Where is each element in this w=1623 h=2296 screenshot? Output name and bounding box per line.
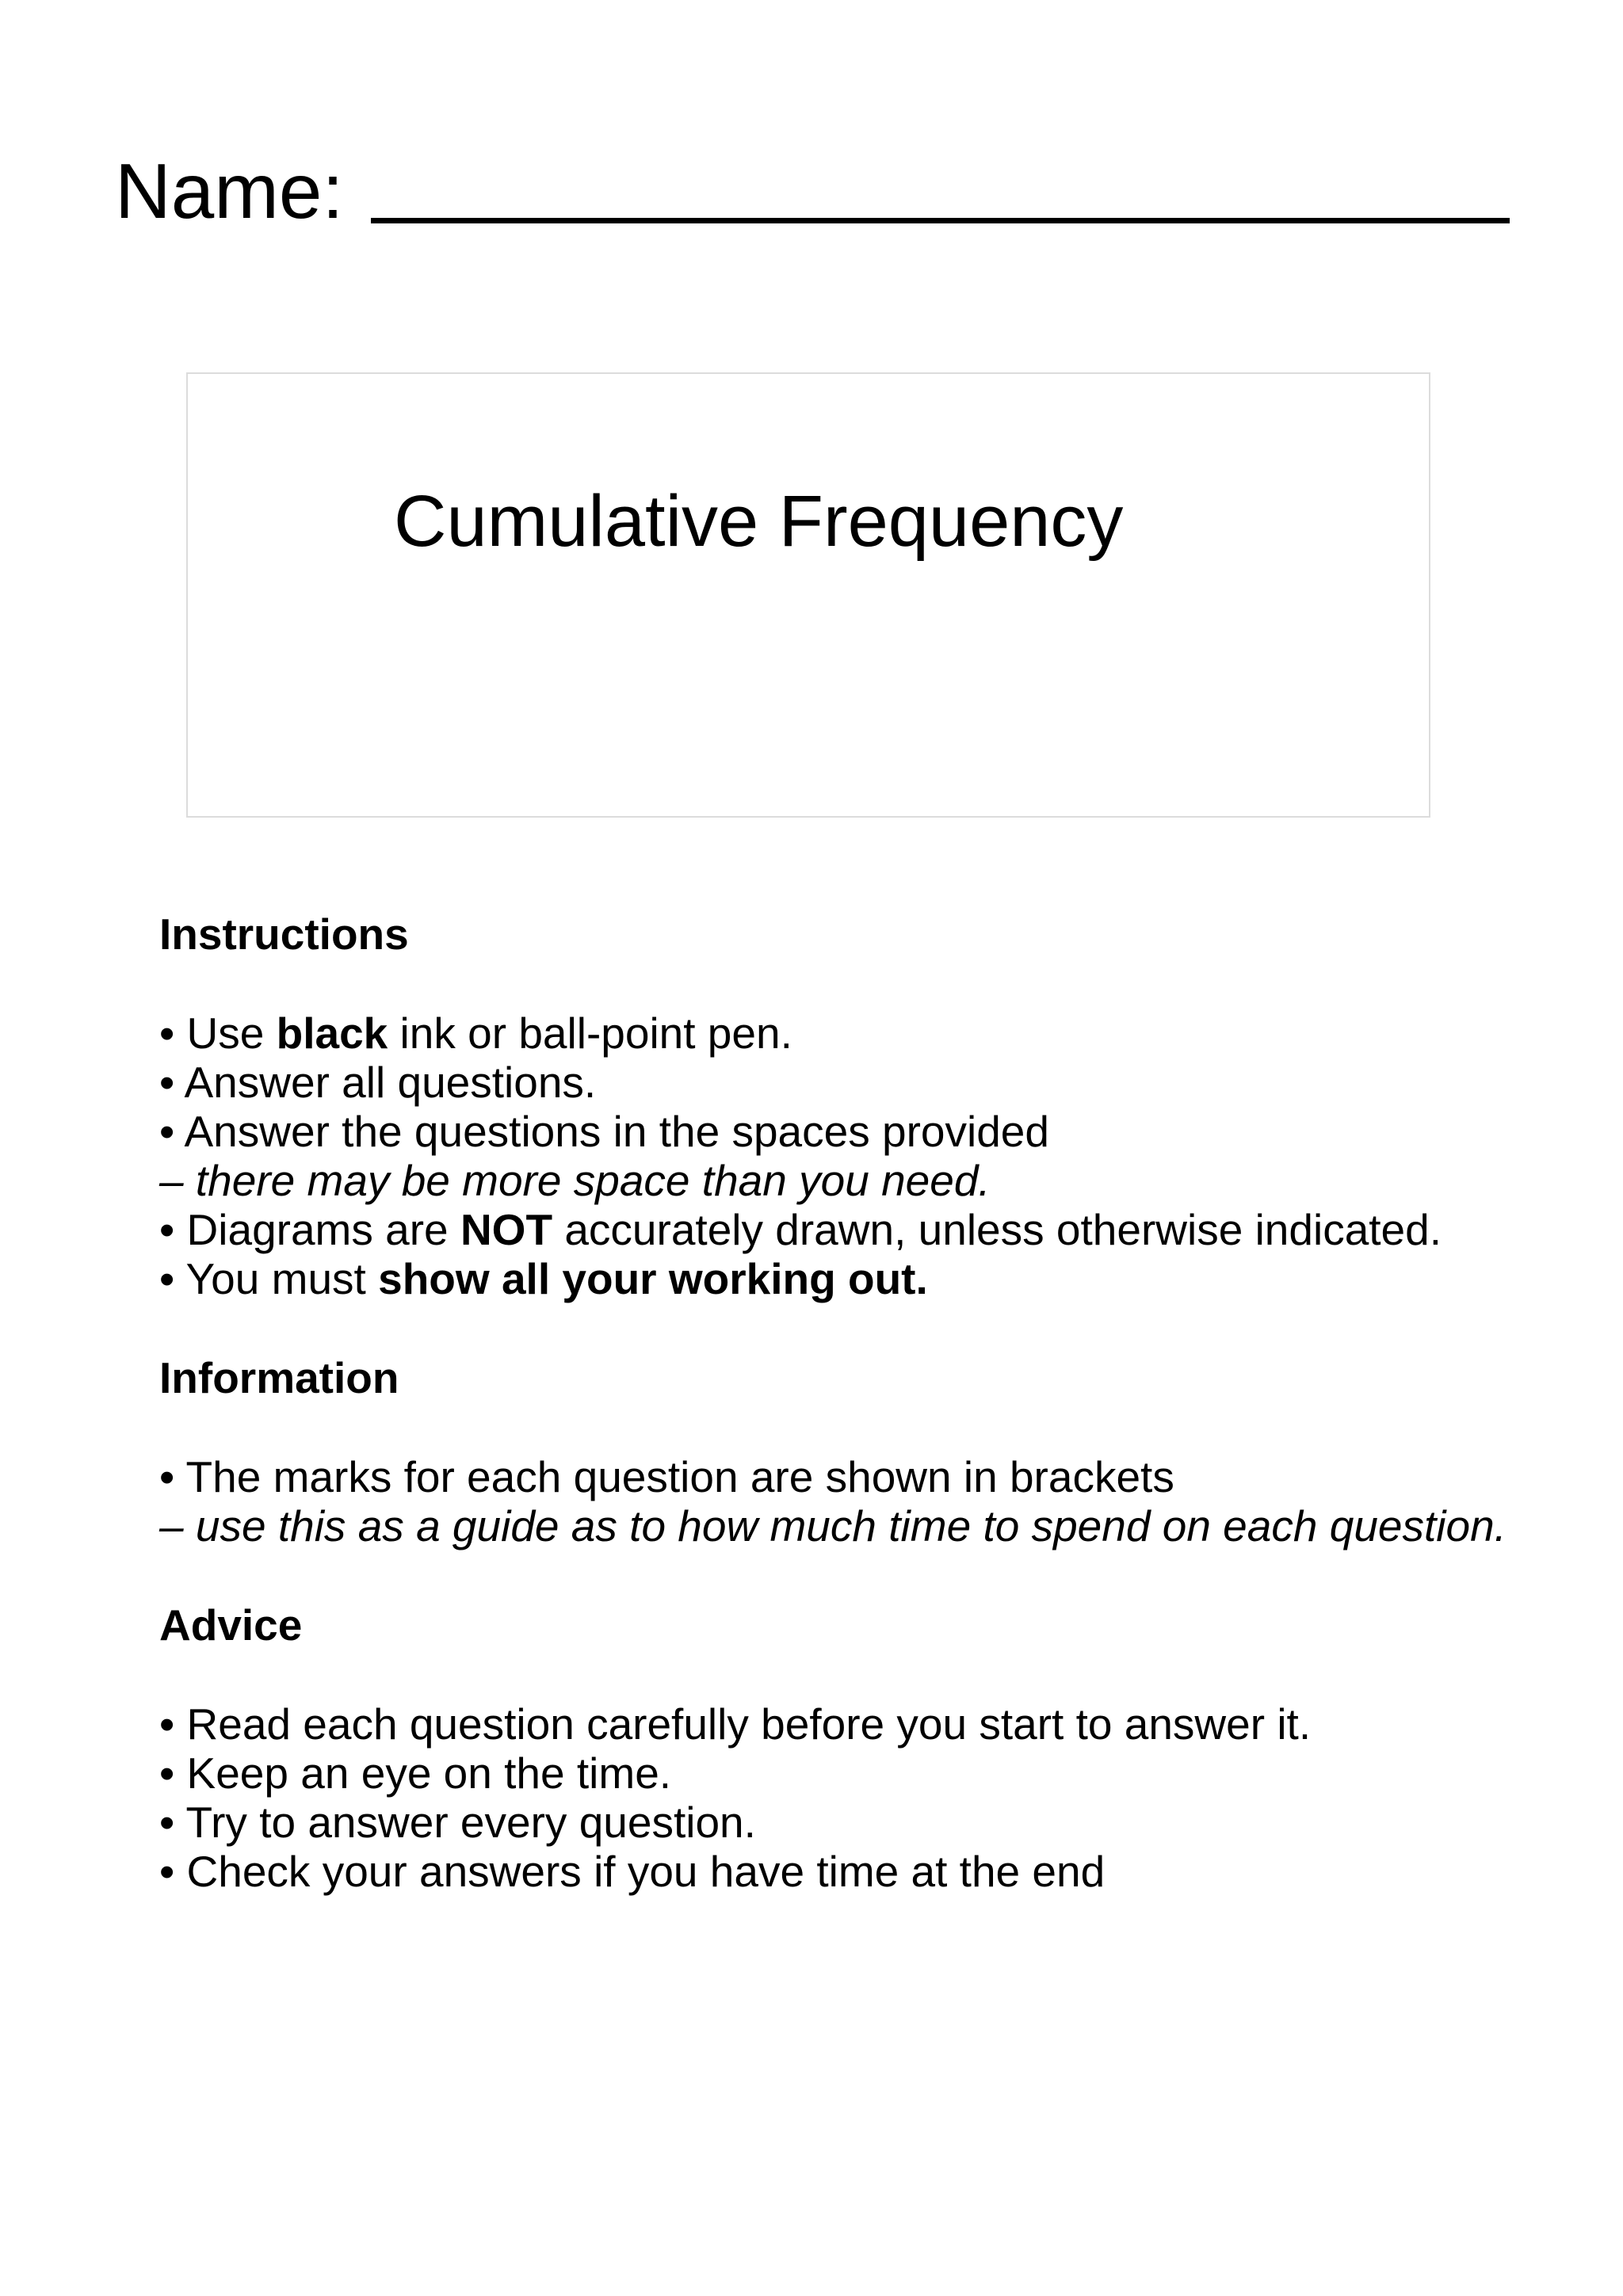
instruction-item-spaces: • Answer the questions in the spaces provided <box>159 1107 1049 1156</box>
advice-item-check: • Check your answers if you have time at the end <box>159 1847 1106 1896</box>
cover-content <box>159 910 1554 1896</box>
advice-heading: Advice <box>159 1600 303 1650</box>
instruction-item-diagrams: • Diagrams are NOT accurately drawn, unless otherwise indicated. <box>159 1205 1442 1254</box>
name-row <box>115 135 1510 235</box>
advice-item-read: • Read each question carefully before you start to answer it. <box>159 1699 1312 1749</box>
instruction-item-working-out: • You must show all your working out. <box>159 1254 928 1303</box>
information-item-marks-note: – use this as a guide as to how much time to spend on each question. <box>159 1501 1507 1550</box>
information-item-marks: • The marks for each question are shown in brackets <box>159 1452 1174 1501</box>
instruction-item-ink: • Use black ink or ball-point pen. <box>159 1009 792 1058</box>
instructions-heading: Instructions <box>159 910 409 959</box>
instruction-item-spaces-note: – there may be more space than you need. <box>159 1156 991 1205</box>
worksheet-title: Cumulative Frequency <box>394 481 1124 562</box>
title-box <box>186 372 1430 818</box>
name-label: Name: <box>115 147 344 235</box>
advice-item-try: • Try to answer every question. <box>159 1798 756 1847</box>
information-heading: Information <box>159 1353 399 1402</box>
instruction-item-answer-all: • Answer all questions. <box>159 1058 597 1107</box>
advice-item-time: • Keep an eye on the time. <box>159 1749 672 1798</box>
name-answer-line[interactable] <box>371 218 1510 223</box>
